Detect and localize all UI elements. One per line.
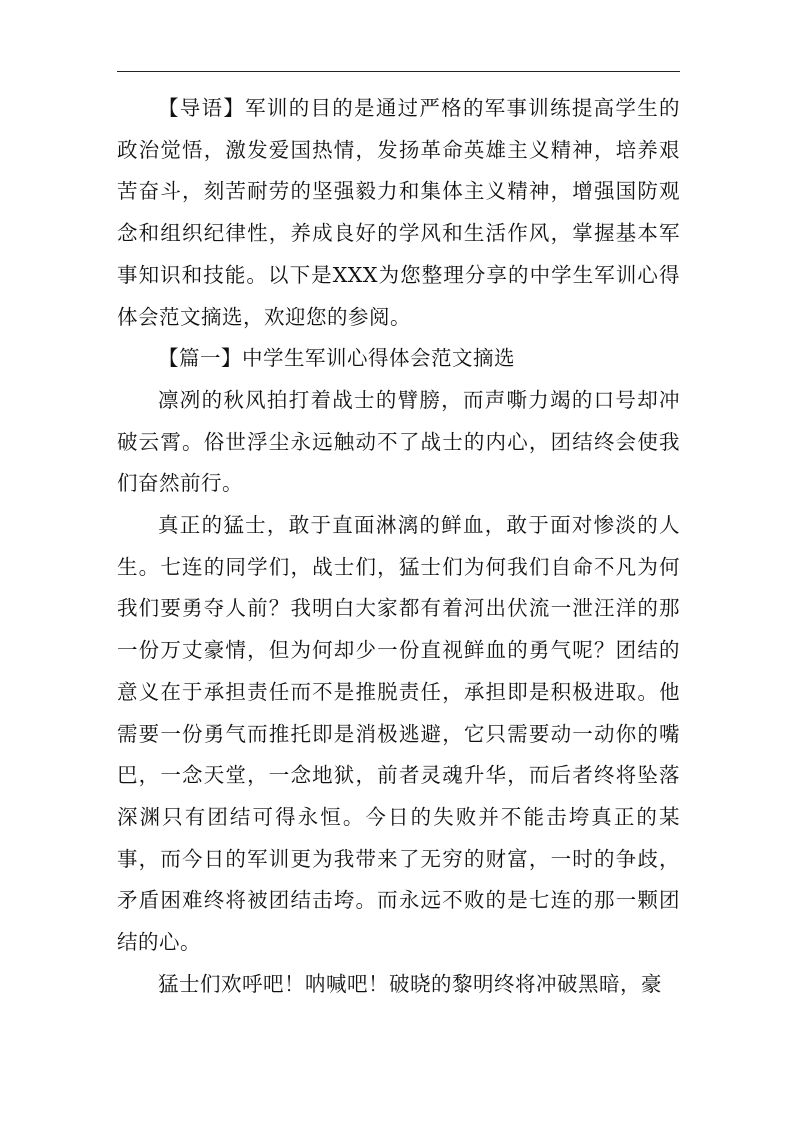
- body-paragraph: 凛冽的秋风拍打着战士的臂膀，而声嘶力竭的口号却冲破云霄。俗世浮尘永远触动不了战士的内心，团结终会使我们奋然前行。: [117, 387, 680, 496]
- document-body: [117, 88, 680, 1005]
- section-heading: 【篇一】中学生军训心得体会范文摘选: [158, 346, 515, 371]
- body-paragraph: 猛士们欢呼吧！呐喊吧！破晓的黎明终将冲破黑暗，豪: [158, 971, 662, 996]
- header-rule: [117, 71, 680, 72]
- intro-paragraph: 【导语】军训的目的是通过严格的军事训练提高学生的政治觉悟，激发爱国热情，发扬革命英雄主义精神，培养艰苦奋斗，刻苦耐劳的坚强毅力和集体主义精神，增强国防观念和组织纪律性，养成良好的学风和生活作风，掌握基本军事知识和技能。以下是XXX为您整理分享的中学生军训心得体会范文摘选，欢迎您的参阅。: [117, 96, 680, 329]
- body-paragraph: 真正的猛士，敢于直面淋漓的鲜血，敢于面对惨淡的人生。七连的同学们，战士们，猛士们为何我们自命不凡为何我们要勇夺人前？我明白大家都有着河出伏流一泄汪洋的那一份万丈豪情，但为何却少一份直视鲜血的勇气呢？团结的意义在于承担责任而不是推脱责任，承担即是积极进取。他需要一份勇气而推托即是消极逃避，它只需要动一动你的嘴巴，一念天堂，一念地狱，前者灵魂升华，而后者终将坠落深渊只有团结可得永恒。今日的失败并不能击垮真正的某事，而今日的军训更为我带来了无穷的财富，一时的争歧，矛盾困难终将被团结击垮。而永远不败的是七连的那一颗团结的心。: [117, 513, 680, 955]
